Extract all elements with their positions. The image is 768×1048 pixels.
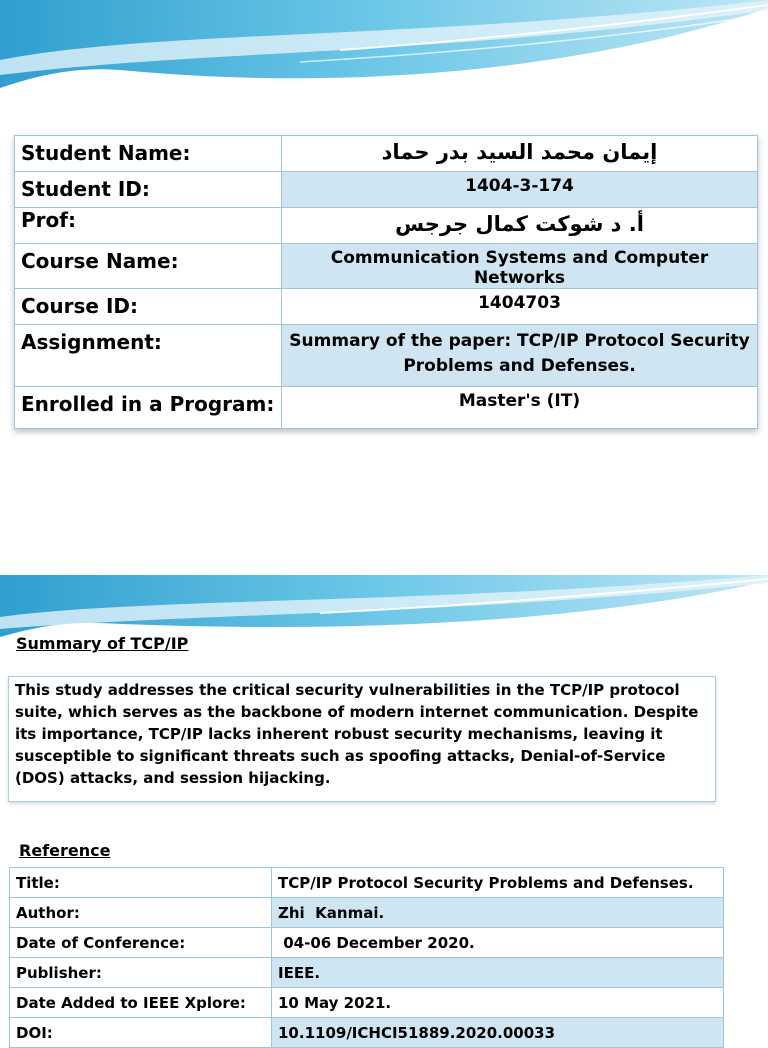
info-row-course-id [15,289,758,325]
info-row-course-name [15,244,758,289]
ref-label: Author: [10,898,272,928]
course-name-value: Communication Systems and Computer Networks [282,244,758,289]
ref-title-value: TCP/IP Protocol Security Problems and Defenses. [272,868,724,898]
info-label: Assignment: [15,325,282,387]
reference-table [9,867,724,1048]
ref-date-value: 04-06 December 2020. [272,928,724,958]
ref-label: Date Added to IEEE Xplore: [10,988,272,1018]
student-info-table [14,135,758,429]
ref-row-publisher [10,958,724,988]
info-label: Course ID: [15,289,282,325]
student-id-value: 1404-3-174 [282,172,758,208]
reference-heading: Reference [19,841,111,860]
program-value: Master's (IT) [282,387,758,429]
ref-label: Publisher: [10,958,272,988]
ref-row-doi [10,1018,724,1048]
ref-author-value: Zhi Kanmai. [272,898,724,928]
info-label: Prof: [15,208,282,244]
info-label: Student Name: [15,136,282,172]
info-row-student-id [15,172,758,208]
summary-heading: Summary of TCP/IP [16,634,189,653]
ref-row-title [10,868,724,898]
ref-label: Title: [10,868,272,898]
student-name-value: إيمان محمد السيد بدر حماد [282,136,758,172]
ref-row-date-added [10,988,724,1018]
course-id-value: 1404703 [282,289,758,325]
ref-label: Date of Conference: [10,928,272,958]
prof-value: أ. د شوكت كمال جرجس [282,208,758,244]
ref-date-added-value: 10 May 2021. [272,988,724,1018]
info-row-program [15,387,758,429]
ref-doi-value: 10.1109/ICHCI51889.2020.00033 [272,1018,724,1048]
info-label: Student ID: [15,172,282,208]
ref-row-author [10,898,724,928]
info-row-prof [15,208,758,244]
ref-label: DOI: [10,1018,272,1048]
page2-wave-decoration [0,575,768,637]
ref-publisher-value: IEEE. [272,958,724,988]
assignment-value: Summary of the paper: TCP/IP Protocol Security Problems and Defenses. [282,325,758,387]
ref-row-date [10,928,724,958]
info-row-student-name [15,136,758,172]
header-wave-decoration [0,0,768,90]
summary-text-box: This study addresses the critical security vulnerabilities in the TCP/IP protocol suite, which serves as the backbone of modern internet communication. Despite its importance, TCP/IP lacks inherent robust security mechanisms, leaving it susceptible to significant threats such as spoofing attacks, Denial-of-Service (DOS) attacks, and session hijacking. [8,676,716,802]
info-label: Enrolled in a Program: [15,387,282,429]
info-label: Course Name: [15,244,282,289]
info-row-assignment [15,325,758,387]
